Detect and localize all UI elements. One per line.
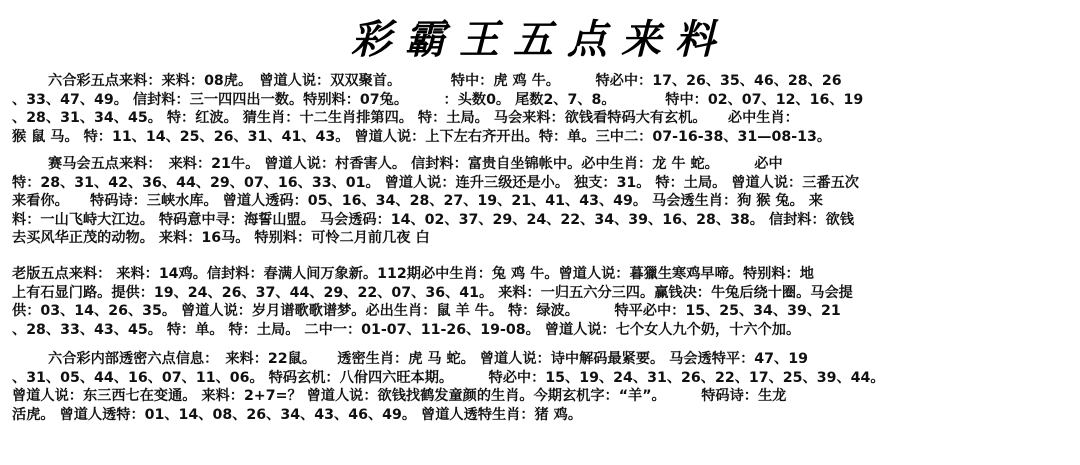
text-line: 活虎。 曾道人透特：01、14、08、26、34、43、46、49。 曾道人透特生肖：猪 鸡。 (12, 406, 583, 423)
text-line: 、28、31、34、45。 特：红波。 猜生肖：十二生肖排第四。 特：土局。 马会来料：欲钱看特码大有玄机。 必中生肖： (12, 110, 799, 127)
section-internal-six-points (12, 350, 1070, 424)
section-saimahui-five-points (12, 155, 1070, 248)
text-line: 六合彩五点来料：来料：08虎。 曾道人说：双双聚首。 特中：虎 鸡 牛。 特必中：17、26、35、46、28、26 (48, 73, 842, 89)
text-line: 上有石显门路。提供：19、24、26、37、44、29、22、07、36、41。 来料：一归五六分三四。赢钱决：牛兔后绕十圈。马会提 (12, 284, 853, 301)
text-line: 老版五点来料： 来料：14鸡。信封料：春满人间万象新。112期必中生肖：兔 鸡 牛。曾道人说：暮獵生寒鸡早啼。特别料：地 (12, 266, 814, 282)
text-line: 猴 鼠 马。 特：11、14、25、26、31、41、43。 曾道人说：上下左右齐开出。特：单。三中二：07-16-38、31—08-13。 (12, 128, 832, 145)
text-line: 、28、33、43、45。 特：单。 特：土局。 二中一：01-07、11-26、19-08。 曾道人说：七个女人九个奶，十六个加。 (12, 321, 801, 338)
section-liuhecai-five-points (12, 72, 1070, 146)
text-line: 供：03、14、26、35。 曾道人说：岁月谱歌歌谱梦。必出生肖：鼠 羊 牛。 特：绿波。 特平必中：15、25、34、39、21 (12, 303, 841, 320)
text-line: 去买风华正茂的动物。 来料：16马。 特别料：可怜二月前几夜 白 (12, 230, 430, 247)
text-line: 料：一山飞峙大江边。 特码意中寻：海誓山盟。 马会透码：14、02、37、29、24、22、34、39、16、28、38。 信封料：欲钱 (12, 211, 855, 228)
text-line: 、33、47、49。 信封料：三一四四出一数。特别料：07兔。 ：头数0。 尾数2、7、8。 特中：02、07、12、16、19 (12, 91, 864, 108)
text-line: 特：28、31、42、36、44、29、07、16、33、01。 曾道人说：连升三级还是小。 独支：31。 特：土局。 曾道人说：三番五次 (12, 174, 859, 191)
text-line: 来看你。 特码诗：三峡水库。 曾道人透码：05、16、34、28、27、19、21、41、43、49。 马会透生肖：狗 猴 兔。 来 (12, 193, 823, 210)
text-line: 赛马会五点来料： 来料：21牛。 曾道人说：村香害人。 信封料：富贵自坐锦帐中。必中生肖：龙 牛 蛇。 必中 (48, 156, 783, 172)
text-line: 六合彩内部透密六点信息： 来料：22鼠。 透密生肖：虎 马 蛇。 曾道人说：诗中解码最紧要。 马会透特平：47、19 (48, 351, 808, 367)
text-line: 、31、05、44、16、07、11、06。 特码玄机：八佾四六旺本期。 特必中：15、19、24、31、26、22、17、25、39、44。 (12, 369, 885, 386)
section-laoban-five-points (12, 265, 1070, 339)
page-title: 彩霸王五点来料 (351, 16, 729, 63)
text-line: 曾道人说：东三西七在变通。 来料：2+7=？ 曾道人说：欲钱找鹤发童颜的生肖。今期玄机字：“羊”。 特码诗：生龙 (12, 388, 787, 405)
